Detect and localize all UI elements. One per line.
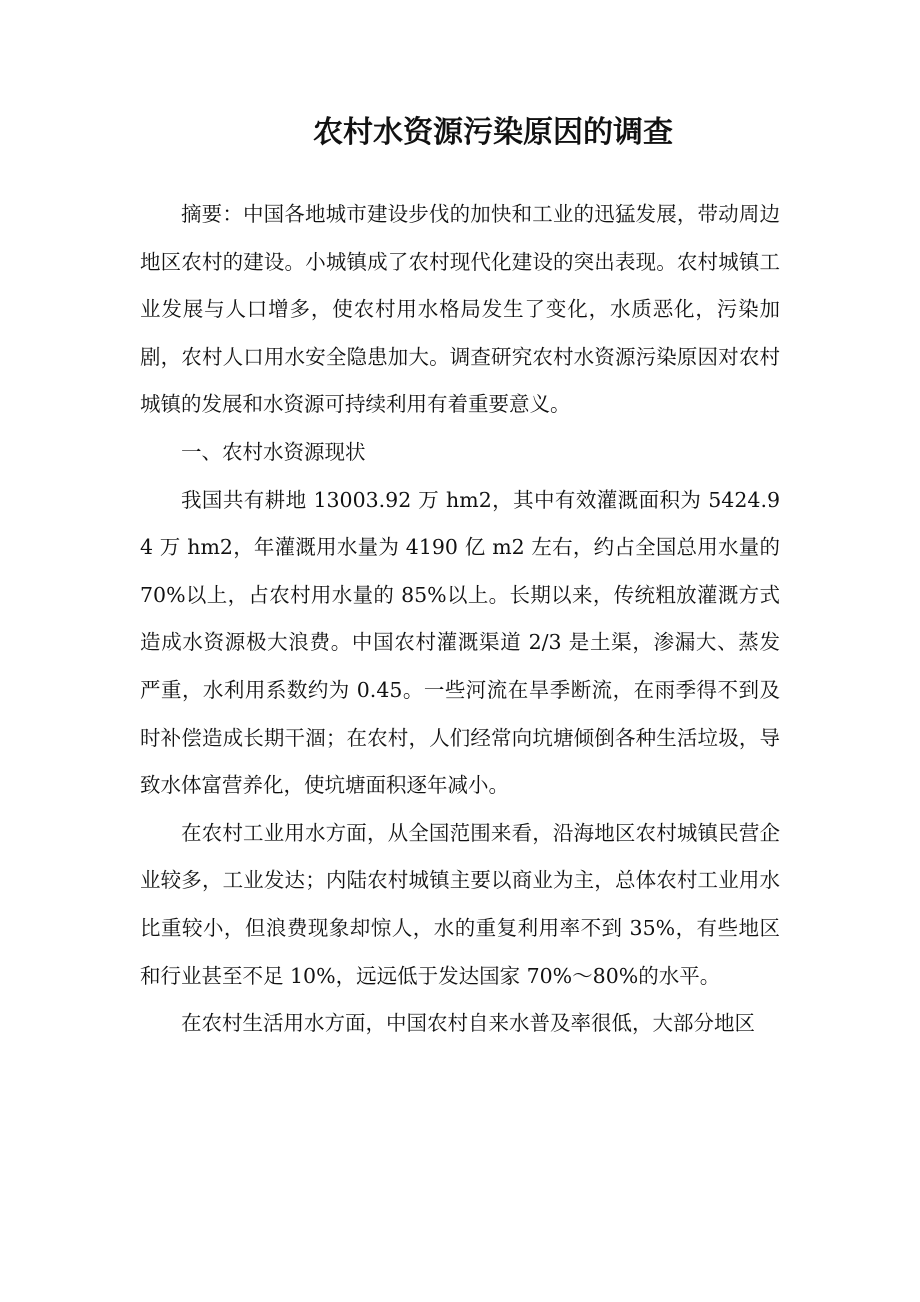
body-paragraph-farmland: 我国共有耕地 13003.92 万 hm2，其中有效灌溉面积为 5424.94 万 hm2，年灌溉用水量为 4190 亿 m2 左右，约占全国总用水量的 70%以上，占农村用水量的 85%以上。长期以来，传统粗放灌溉方式造成水资源极大浪费。中国农村灌溉渠道 2/3 是土渠，渗漏大、蒸发严重，水利用系数约为 0.45。一些河流在旱季断流，在雨季得不到及时补偿造成长期干涸；在农村，人们经常向坑塘倾倒各种生活垃圾，导致水体富营养化，使坑塘面积逐年减小。 xyxy=(140,487,780,798)
body-paragraph-industry: 在农村工业用水方面，从全国范围来看，沿海地区农村城镇民营企业较多，工业发达；内陆农村城镇主要以商业为主，总体农村工业用水比重较小，但浪费现象却惊人，水的重复利用率不到 35%，有些地区和行业甚至不足 10%，远远低于发达国家 70%～80%的水平。 xyxy=(140,820,780,988)
abstract-paragraph: 摘要：中国各地城市建设步伐的加快和工业的迅猛发展，带动周边地区农村的建设。小城镇成了农村现代化建设的突出表现。农村城镇工业发展与人口增多，使农村用水格局发生了变化，水质恶化，污染加剧，农村人口用水安全隐患加大。调查研究农村水资源污染原因对农村城镇的发展和水资源可持续利用有着重要意义。 xyxy=(140,202,780,417)
document-title: 农村水资源污染原因的调查 xyxy=(313,115,673,150)
section-heading-1: 一、农村水资源现状 xyxy=(181,439,366,464)
document-body xyxy=(140,191,780,1048)
body-paragraph-domestic: 在农村生活用水方面，中国农村自来水普及率很低，大部分地区 xyxy=(181,1011,755,1036)
